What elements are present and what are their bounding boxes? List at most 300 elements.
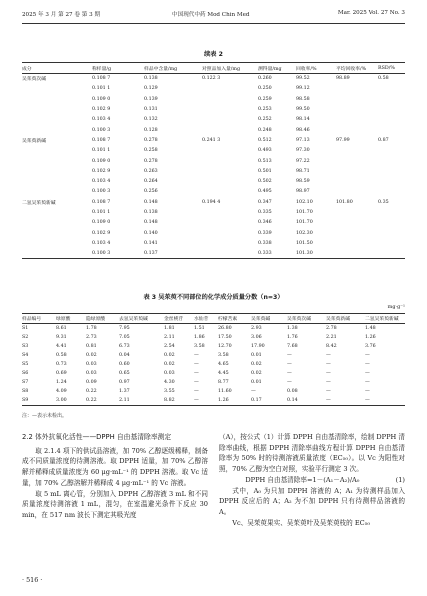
column-header: 成分 <box>22 63 92 74</box>
table-cell: 0.02 <box>164 352 175 358</box>
table-row <box>22 197 405 207</box>
table-cell: 4.45 <box>218 371 229 377</box>
table-cell <box>202 104 258 114</box>
table-cell: S2 <box>22 334 29 340</box>
table-cell: 0.02 <box>251 371 262 377</box>
table-cell: — <box>194 396 218 405</box>
table-cell: 0.108 7 <box>92 199 111 205</box>
table-row <box>22 207 405 217</box>
table3-unit: mg·g⁻¹ <box>387 304 405 310</box>
table-cell <box>378 84 405 94</box>
table-cell: 98.71 <box>296 168 310 174</box>
table-cell <box>378 249 405 259</box>
table-row <box>22 156 405 166</box>
table-cell: 0.141 <box>144 240 158 246</box>
table-cell: 1.24 <box>56 380 67 386</box>
table-cell <box>22 156 92 166</box>
table-cell <box>378 94 405 104</box>
table-row <box>22 125 405 135</box>
column-header: 二氢吴茱萸新碱 <box>365 314 405 324</box>
table-row <box>22 218 405 228</box>
table-cell: 26.80 <box>218 325 232 331</box>
table-cell: 0.08 <box>287 389 298 395</box>
table-cell: 二氢吴茱萸新碱 <box>22 200 56 206</box>
table-cell: 98.59 <box>296 179 310 185</box>
table-cell: 1.48 <box>365 325 376 331</box>
table-row <box>22 360 405 369</box>
table-cell: — <box>365 371 370 377</box>
table-cell <box>202 84 258 94</box>
column-header: 去氢吴茱萸碱 <box>119 314 164 324</box>
table-cell: 0.03 <box>164 371 175 377</box>
table-cell: — <box>365 380 370 386</box>
table-cell: 0.339 <box>258 230 272 236</box>
table-cell: S4 <box>22 352 29 358</box>
table-cell: S1 <box>22 325 29 331</box>
table-cell: 0.109 0 <box>92 96 111 102</box>
table-cell: 3.55 <box>164 389 175 395</box>
table-cell: 0.101 1 <box>92 148 111 154</box>
table-cell: 0.241 3 <box>202 137 221 143</box>
table-cell: 2.93 <box>251 325 262 331</box>
table-cell: 0.22 <box>86 396 119 405</box>
table-cell: 4.09 <box>56 389 67 395</box>
table-row <box>22 146 405 156</box>
table-cell <box>336 249 378 259</box>
table-cell: 0.60 <box>119 361 130 367</box>
table-cell: 0.260 <box>258 76 272 82</box>
table-cell: 0.194 4 <box>202 199 221 205</box>
table-cell: 0.02 <box>164 361 175 367</box>
table-cell: — <box>365 396 405 405</box>
table-cell: 0.81 <box>86 343 97 349</box>
equation-number: (1) <box>395 475 405 484</box>
table-cell: 11.60 <box>218 389 232 395</box>
table-cell: 2.11 <box>164 334 175 340</box>
table-row <box>22 104 405 114</box>
column-header: 柠檬苦素 <box>218 314 251 324</box>
table-cell: 98.89 <box>336 76 350 82</box>
table-cell <box>22 187 92 197</box>
body-paragraph: 取 5 mL 离心管，分别加入 DPPH 乙醇溶液 3 mL 和不同质量浓度待测溶液 1 mL，混匀，在室温避光条件下反应 30 min，在 517 nm 波长下测定其吸光度 <box>22 489 208 519</box>
table-row <box>22 396 405 405</box>
table-cell <box>336 238 378 248</box>
table-cell <box>378 187 405 197</box>
table-row <box>22 135 405 145</box>
table-cell <box>336 207 378 217</box>
table-cell: S8 <box>22 389 29 395</box>
table-cell: 0.502 <box>258 179 272 185</box>
table-cell <box>202 218 258 228</box>
table-cell: 3.58 <box>194 343 205 349</box>
table-cell <box>336 125 378 135</box>
table-cell: 3.00 <box>56 396 86 405</box>
table-cell: 0.01 <box>251 352 262 358</box>
table-row <box>22 324 405 333</box>
body-paragraph: 取 2.1.4 项下的供试品溶液，加 70% 乙醇逐级稀释，制备成不同质量浓度的待测溶液。取 DPPH 适量，加 70% 乙醇溶解并稀释成质量浓度为 60 μg·mL⁻¹ 的 DPPH 溶液。取 Vc 适量，加 70% 乙醇溶解并稀释成 4 μg·mL⁻¹ 的 Vc 溶液。 <box>22 446 208 487</box>
table2 <box>22 62 405 259</box>
table-cell: 0.97 <box>119 380 130 386</box>
table-row <box>22 342 405 351</box>
table-cell <box>336 156 378 166</box>
table-cell: 0.101 1 <box>92 210 111 215</box>
table-cell: 2.78 <box>326 325 337 331</box>
table-cell: 0.22 <box>86 389 97 395</box>
table-cell: 0.335 <box>258 210 272 215</box>
table-cell <box>22 166 92 176</box>
table-cell <box>22 238 92 248</box>
table-cell: 0.256 <box>144 189 158 195</box>
table-cell: 0.58 <box>378 76 389 82</box>
table-cell: — <box>287 361 292 367</box>
table-cell: S5 <box>22 361 29 367</box>
table-cell: 2.54 <box>164 343 175 349</box>
table-cell: 吴茱萸次碱 <box>22 77 46 83</box>
column-header: 金丝桃苷 <box>164 314 194 324</box>
table-cell: 0.140 <box>144 230 158 236</box>
table-cell <box>202 207 258 217</box>
table-row <box>22 176 405 186</box>
table3-caption: 表 3 吴茱萸不同部位的化学成分质量分数（n=3） <box>143 294 284 301</box>
table-cell <box>336 166 378 176</box>
table-cell: 0.139 <box>144 96 158 102</box>
table-cell: — <box>287 371 292 377</box>
table-cell: 99.52 <box>296 76 310 82</box>
table-row <box>22 84 405 94</box>
table-row <box>22 187 405 197</box>
table-cell: 0.108 7 <box>92 76 111 82</box>
table-cell <box>22 125 92 135</box>
table-cell: — <box>365 352 370 358</box>
table-cell <box>22 218 92 228</box>
table-cell: 0.100 3 <box>92 127 111 133</box>
table-cell: 0.109 0 <box>92 158 111 164</box>
table-cell: 0.248 <box>258 127 272 133</box>
table-cell: — <box>194 389 199 395</box>
table-cell <box>202 156 258 166</box>
table-cell: — <box>365 361 370 367</box>
table-cell <box>378 104 405 114</box>
table-cell: 0.346 <box>258 220 272 226</box>
table-cell: 4.65 <box>218 361 229 367</box>
table-cell: 98.58 <box>296 96 310 102</box>
table3-header-row <box>22 314 405 324</box>
table-cell <box>22 115 92 125</box>
table-cell: 7.05 <box>119 334 130 340</box>
table-row <box>22 238 405 248</box>
table-cell: 9.31 <box>56 334 67 340</box>
table-cell: — <box>326 371 331 377</box>
column-header: 样品编号 <box>22 314 56 324</box>
table-cell: 0.100 3 <box>92 189 111 195</box>
table-cell: 0.01 <box>251 380 262 386</box>
table-cell: 0.103 4 <box>92 117 111 123</box>
table-cell: 1.81 <box>164 325 175 331</box>
table-cell: 0.03 <box>86 371 97 377</box>
table-cell: 3.76 <box>365 343 376 349</box>
table-cell: 0.258 <box>144 148 158 154</box>
table-cell: 0.137 <box>144 249 202 259</box>
table-cell: 0.102 9 <box>92 230 111 236</box>
table-cell: 102.10 <box>296 199 313 205</box>
table-cell <box>336 176 378 186</box>
table-cell: 0.278 <box>144 137 158 143</box>
table-cell: S7 <box>22 380 29 386</box>
table-cell: 0.103 4 <box>92 240 111 246</box>
table-cell <box>378 166 405 176</box>
table-cell: 0.338 <box>258 240 272 246</box>
table-cell: 0.09 <box>86 380 97 386</box>
equation <box>219 475 405 486</box>
table-cell: 0.04 <box>119 352 130 358</box>
column-header: 称样量/g <box>92 63 144 74</box>
table-cell <box>378 207 405 217</box>
equation-text: DPPH 自由基清除率=1－(A₁－A₂)/A₀ <box>245 475 360 484</box>
table-cell: 1.26 <box>365 334 376 340</box>
table-cell <box>378 238 405 248</box>
table-cell: 98.97 <box>296 189 310 195</box>
table-cell <box>378 176 405 186</box>
table-cell <box>202 187 258 197</box>
table2-caption: 续表 2 <box>204 51 223 58</box>
table-cell: 0.512 <box>258 137 272 143</box>
table-cell: 3.58 <box>218 352 229 358</box>
table-row <box>22 249 405 259</box>
table-cell <box>336 218 378 228</box>
table-cell: 0.128 <box>144 127 158 133</box>
table-cell: 0.513 <box>258 158 272 164</box>
journal-issue-info-en: Mar. 2025 Vol. 27 No. 3 <box>337 10 405 16</box>
table-cell: S3 <box>22 343 29 349</box>
table-cell <box>378 146 405 156</box>
table-cell: 0.501 <box>258 168 272 174</box>
table-cell: 0.02 <box>86 352 97 358</box>
table-cell: — <box>194 371 199 377</box>
table-cell: — <box>326 380 331 386</box>
table-cell: 1.26 <box>218 396 251 405</box>
table-cell: 7.68 <box>287 343 298 349</box>
table-cell: 102.30 <box>296 230 313 236</box>
table-cell: 101.30 <box>296 249 336 259</box>
table-cell: 0.87 <box>378 137 389 143</box>
column-header: 吴茱萸次碱 <box>287 314 326 324</box>
table-cell: — <box>326 396 365 405</box>
table-cell: 101.80 <box>336 199 353 205</box>
table-cell: 0.17 <box>251 396 287 405</box>
table-cell: 0.03 <box>86 361 97 367</box>
table-cell: 98.14 <box>296 117 310 123</box>
table-cell: 0.250 <box>258 86 272 92</box>
table-cell: 99.12 <box>296 86 310 92</box>
table-cell: 2.11 <box>119 396 164 405</box>
table-cell: 6.73 <box>119 343 130 349</box>
table-cell: 1.78 <box>86 325 97 331</box>
table-cell <box>22 84 92 94</box>
table-cell: 0.108 7 <box>92 137 111 143</box>
table-cell <box>202 146 258 156</box>
table-cell <box>202 176 258 186</box>
table-cell: 12.70 <box>218 343 232 349</box>
table-cell <box>202 238 258 248</box>
table-cell: 0.100 3 <box>92 249 144 259</box>
table-cell: 97.99 <box>336 137 350 143</box>
table-cell: 0.69 <box>56 371 67 377</box>
body-paragraph: Vc、吴茱萸果实、吴茱萸叶及吴茱萸枝的 EC₅₀ <box>232 518 370 527</box>
table-cell <box>336 94 378 104</box>
table-cell: — <box>326 361 331 367</box>
table-cell: 17.50 <box>218 334 232 340</box>
table-cell: 0.253 <box>258 107 272 113</box>
table-cell: — <box>365 389 370 395</box>
table-cell: 98.46 <box>296 127 310 133</box>
table-row <box>22 369 405 378</box>
table-cell: 0.02 <box>251 361 262 367</box>
table2-header-row <box>22 63 405 74</box>
table-cell <box>22 104 92 114</box>
table-cell: 2.21 <box>326 334 337 340</box>
table-cell: 0.495 <box>258 189 272 195</box>
body-paragraph: （A），按公式（1）计算 DPPH 自由基清除率，绘制 DPPH 清除率曲线，根据 DPPH 清除率曲线方程计算 DPPH 自由基清除率为 50% 时的待测溶液质量浓度（EC₅₀）。以 Vc 为阳性对照，70% 乙醇为空白对照，实验平行测定 3 次。 <box>219 433 405 474</box>
table-cell: 0.65 <box>119 371 130 377</box>
table-cell: 0.259 <box>258 96 272 102</box>
table-cell: 97.22 <box>296 158 310 164</box>
table-cell <box>22 94 92 104</box>
table-cell <box>202 125 258 135</box>
table-cell: 0.101 1 <box>92 86 111 92</box>
table-cell: 4.41 <box>56 343 67 349</box>
table-cell: 101.70 <box>296 220 313 226</box>
table-cell: 4.30 <box>164 380 175 386</box>
table-cell: 1.86 <box>194 334 205 340</box>
table-cell <box>202 228 258 238</box>
table-cell: 0.263 <box>144 168 158 174</box>
table-cell: 1.51 <box>194 325 205 331</box>
table-cell: 0.102 9 <box>92 168 111 174</box>
column-header: 绿原酸 <box>56 314 86 324</box>
table-cell: 17.90 <box>251 343 265 349</box>
table-cell: 0.109 0 <box>92 220 111 226</box>
table-cell <box>22 146 92 156</box>
column-header: 吴茱萸新碱 <box>326 314 365 324</box>
table-cell: 0.493 <box>258 148 272 154</box>
table-cell <box>336 228 378 238</box>
column-header: 样品中含量/mg <box>144 63 202 74</box>
table3-body <box>22 324 405 406</box>
table-cell: 0.131 <box>144 107 158 113</box>
table-cell: S6 <box>22 371 29 377</box>
table-cell: — <box>287 352 292 358</box>
table-cell <box>336 115 378 125</box>
table-cell <box>22 249 92 259</box>
table-row <box>22 387 405 396</box>
table-cell: 0.102 9 <box>92 107 111 113</box>
table-cell: 0.148 <box>144 199 158 205</box>
table-cell: 0.264 <box>144 179 158 185</box>
table-cell: 1.38 <box>287 325 298 331</box>
table-row <box>22 351 405 360</box>
equation-note: 式中，A₀ 为只加 DPPH 溶液的 A；A₁ 为待测样品加入 DPPH 反应后的 A；A₂ 为不加 DPPH 只有待测样品溶液的 A。 <box>219 486 405 516</box>
table-cell: 0.129 <box>144 86 158 92</box>
column-header: RSD/% <box>378 63 405 74</box>
table-row <box>22 378 405 387</box>
table-cell: 0.73 <box>56 361 67 367</box>
table-cell: — <box>194 361 199 367</box>
table-cell: — <box>326 389 331 395</box>
column-header: 平均回收率/% <box>336 63 378 74</box>
table-cell: 0.138 <box>144 76 158 82</box>
table-cell: 97.30 <box>296 148 310 154</box>
table-cell <box>336 84 378 94</box>
table-row <box>22 333 405 342</box>
page-number: · 516 · <box>22 576 43 584</box>
table-cell: 101.50 <box>296 240 313 246</box>
table-row <box>22 166 405 176</box>
column-header: 对照品加入量/mg <box>202 63 258 74</box>
table-cell <box>336 146 378 156</box>
table-cell <box>378 228 405 238</box>
table-cell <box>336 104 378 114</box>
table-cell: 8.61 <box>56 325 67 331</box>
table-cell: — <box>251 389 256 395</box>
body-right-column <box>219 432 405 528</box>
table-cell: 0.14 <box>287 396 326 405</box>
table-cell: 0.252 <box>258 117 272 123</box>
column-header: 水仙苷 <box>194 314 218 324</box>
section-heading: 2.2 体外抗氧化活性——DPPH 自由基清除率测定 <box>22 433 172 441</box>
table-row <box>22 115 405 125</box>
table-cell: 0.333 <box>258 249 296 259</box>
column-header: 吴茱萸碱 <box>251 314 287 324</box>
table-cell: 99.50 <box>296 107 310 113</box>
journal-issue-info: 2025 年 3 月 第 27 卷 第 3 期 <box>22 12 101 18</box>
table2-body <box>22 74 405 259</box>
table-cell <box>22 228 92 238</box>
table-cell: 3.06 <box>251 334 262 340</box>
table-cell: — <box>194 352 199 358</box>
table-cell: 101.70 <box>296 210 313 215</box>
table-cell <box>378 218 405 228</box>
table-cell: S9 <box>22 396 56 405</box>
table-cell: 2.73 <box>86 334 97 340</box>
table-cell: 0.35 <box>378 199 389 205</box>
journal-title: 中国现代中药 Mod Chin Med <box>172 12 250 18</box>
table-cell: 97.13 <box>296 137 310 143</box>
table-cell: 0.347 <box>258 199 272 205</box>
table-cell <box>202 249 258 259</box>
table-cell: 1.76 <box>287 334 298 340</box>
table-cell <box>22 207 92 217</box>
column-header: 回收率/% <box>296 63 336 74</box>
table-cell <box>378 115 405 125</box>
table-cell: 1.37 <box>119 389 130 395</box>
table-row <box>22 74 405 84</box>
table-cell: 8.42 <box>326 343 337 349</box>
table-cell: 8.82 <box>164 396 194 405</box>
table-cell <box>378 156 405 166</box>
running-header <box>22 8 405 22</box>
table-cell: 0.122 3 <box>202 76 221 82</box>
column-header: 隐绿原酸 <box>86 314 119 324</box>
table3-note: 注：—表示未检出。 <box>22 413 68 419</box>
table-cell <box>22 176 92 186</box>
table-cell: 吴茱萸新碱 <box>22 138 46 144</box>
table-cell: 0.138 <box>144 210 158 215</box>
body-left-column <box>22 432 208 521</box>
table-cell: 0.148 <box>144 220 158 226</box>
table-cell: 0.278 <box>144 158 158 164</box>
table-cell <box>202 94 258 104</box>
table3 <box>22 313 405 406</box>
